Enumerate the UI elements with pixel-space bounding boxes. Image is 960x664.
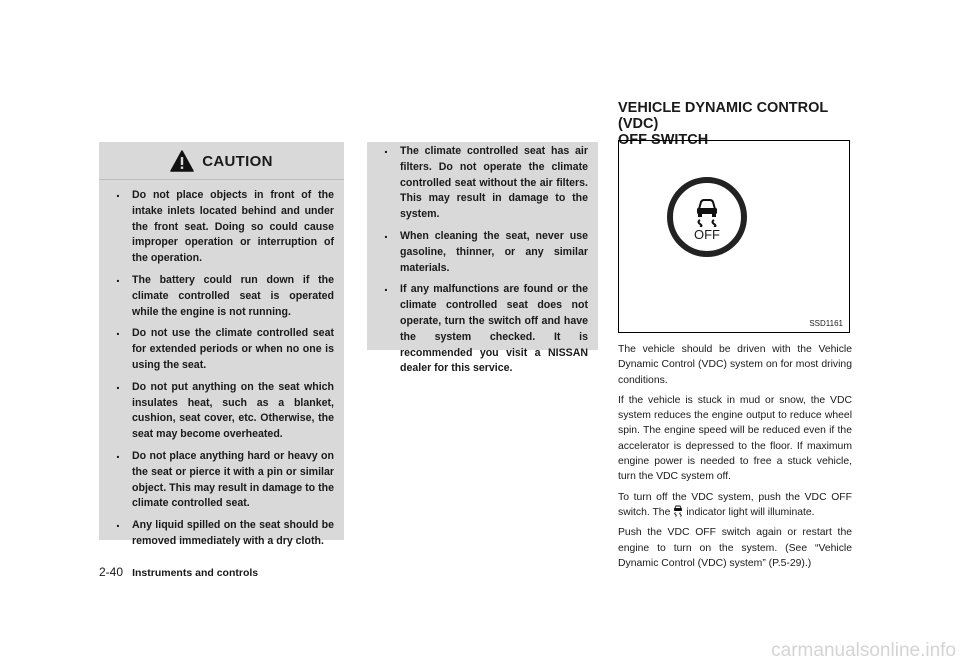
section-heading-line1: VEHICLE DYNAMIC CONTROL (VDC) [618, 100, 828, 132]
page-footer [99, 565, 258, 579]
vdc-off-switch-illustration [667, 177, 747, 257]
footer-section-name: Instruments and controls [132, 567, 259, 579]
vdc-off-figure [618, 140, 850, 333]
warning-triangle-icon [170, 150, 194, 172]
paragraph: The vehicle should be driven with the Vehicle Dynamic Control (VDC) system on for most driving conditions. [618, 344, 852, 386]
vdc-off-indicator-icon [672, 505, 684, 517]
caution-box-left [99, 142, 344, 547]
paragraph-text: indicator light will illuminate. [686, 506, 815, 518]
caution-item: . Do not put anything on the seat which insulates heat, such as a blanket, cushion, seat cover, etc. Otherwise, the seat may become overheated. [99, 380, 344, 443]
caution-item: . If any malfunctions are found or the climate controlled seat does not operate, turn the switch off and have the system checked. It is recommended you visit a NISSAN dealer for this service. [367, 282, 598, 377]
paragraph-text: To turn off the VDC system, push the VDC OFF switch. The [618, 491, 852, 518]
paragraph: Push the VDC OFF switch again or restart the engine to turn on the system. (See “Vehicle Dynamic Control (VDC) system” (P.5-29).) [618, 527, 852, 569]
off-label: OFF [694, 227, 720, 242]
caution-item: . The climate controlled seat has air filters. Do not operate the climate controlled seat without the air filters. This may result in damage to the system. [367, 144, 598, 223]
paragraph: If the vehicle is stuck in mud or snow, the VDC system reduces the engine output to reduce wheel spin. The engine speed will be reduced even if the accelerator is depressed to the floor. If maximum engine power is needed to free a stuck vehicle, turn the VDC system off. [618, 394, 852, 483]
caution-item: . Do not use the climate controlled seat for extended periods or when no one is using the seat. [99, 326, 344, 373]
caution-item: . When cleaning the seat, never use gasoline, thinner, or any similar materials. [367, 229, 598, 276]
caution-item: . Do not place objects in front of the intake inlets located behind and under the front seat. Doing so could cause improper operation or interruption of the operation. [99, 188, 344, 267]
body-text [618, 342, 852, 576]
caution-title: CAUTION [202, 152, 273, 170]
caution-item: . Do not place anything hard or heavy on the seat or pierce it with a pin or similar object. This may result in damage to the climate controlled seat. [99, 449, 344, 512]
caution-header [99, 142, 344, 180]
caution-item: . The battery could run down if the climate controlled seat is operated while the engine is not running. [99, 273, 344, 320]
caution-box-right [367, 142, 598, 375]
vdc-skid-icon [691, 197, 723, 227]
figure-code: SSD1161 [809, 319, 843, 328]
section-heading-line2: OFF SWITCH [618, 132, 709, 148]
watermark: carmanualsonline.info [771, 640, 956, 661]
page-number: 2-40 [99, 565, 124, 579]
caution-list-left [99, 188, 344, 556]
caution-list-right [367, 144, 598, 383]
caution-item: . Any liquid spilled on the seat should be removed immediately with a dry cloth. [99, 518, 344, 550]
paragraph [618, 490, 852, 521]
